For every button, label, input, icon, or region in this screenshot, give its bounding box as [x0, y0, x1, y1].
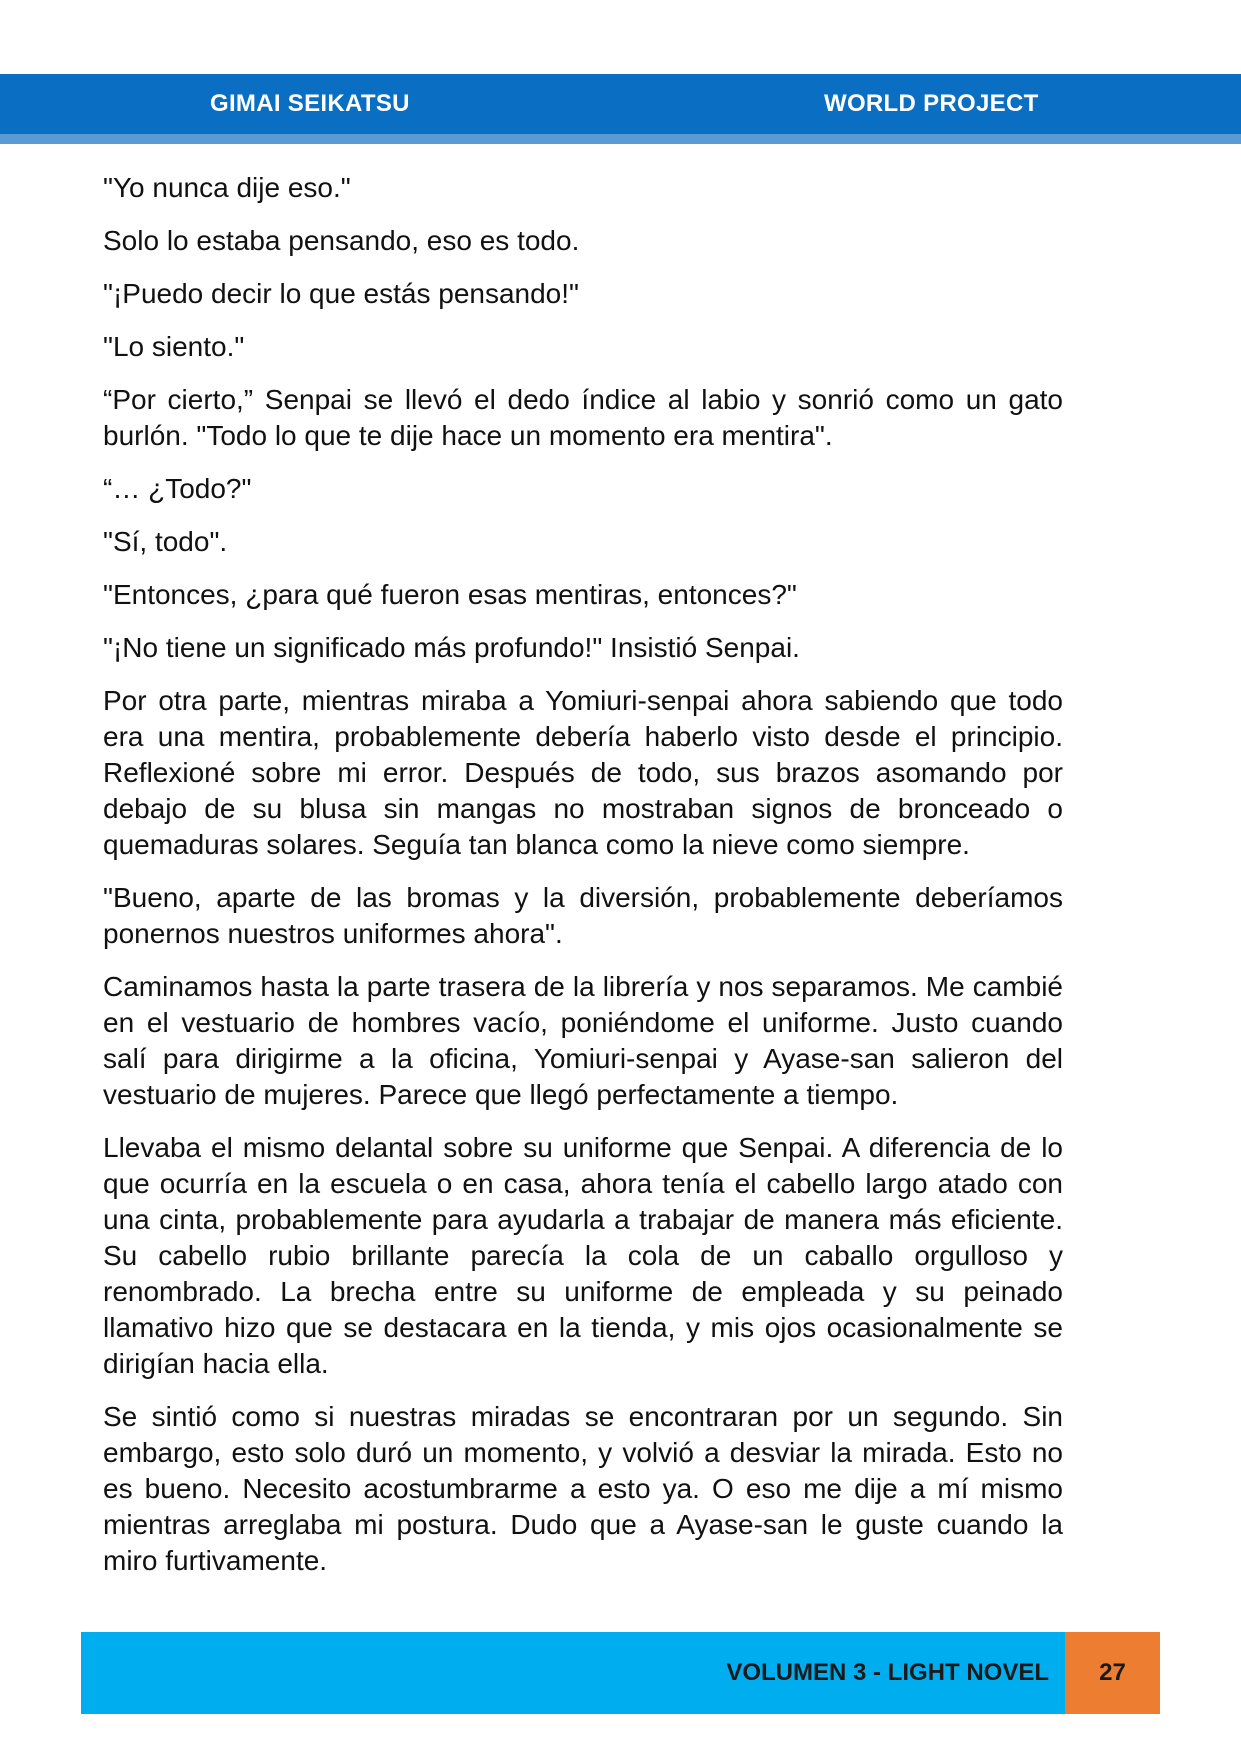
page-number: 27: [1065, 1632, 1160, 1714]
paragraph-10: Por otra parte, mientras miraba a Yomiuri-senpai ahora sabiendo que todo era una mentira, probablemente debería haberlo visto desde el principio. Reflexioné sobre mi error. Después de todo, sus brazos asomando por debajo de su blusa sin mangas no mostraban signos de bronceado o quemaduras solares. Seguía tan blanca como la nieve como siempre.: [103, 685, 1063, 860]
page-body: [103, 170, 1063, 1596]
paragraph-7: "Sí, todo".: [103, 526, 228, 557]
paragraph-5: “Por cierto,” Senpai se llevó el dedo índice al labio y sonrió como un gato burlón. "Todo lo que te dije hace un momento era mentira".: [103, 384, 1063, 451]
paragraph-6: “… ¿Todo?": [103, 473, 252, 504]
paragraph-11: "Bueno, aparte de las bromas y la diversión, probablemente deberíamos ponernos nuestros uniformes ahora".: [103, 882, 1063, 949]
header-group-title: WORLD PROJECT: [824, 90, 1039, 117]
paragraph-3: "¡Puedo decir lo que estás pensando!": [103, 278, 579, 309]
paragraph-4: "Lo siento.": [103, 331, 245, 362]
footer-volume-label: VOLUMEN 3 - LIGHT NOVEL: [726, 1659, 1049, 1686]
header-stripe: [0, 134, 1241, 144]
paragraph-12: Caminamos hasta la parte trasera de la librería y nos separamos. Me cambié en el vestuario de hombres vacío, poniéndome el uniforme. Justo cuando salí para dirigirme a la oficina, Yomiuri-senpai y Ayase-san salieron del vestuario de mujeres. Parece que llegó perfectamente a tiempo.: [103, 971, 1063, 1110]
paragraph-14: Se sintió como si nuestras miradas se encontraran por un segundo. Sin embargo, esto solo duró un momento, y volvió a desviar la mirada. Esto no es bueno. Necesito acostumbrarme a esto ya. O eso me dije a mí mismo mientras arreglaba mi postura. Dudo que a Ayase-san le guste cuando la miro furtivamente.: [103, 1401, 1063, 1576]
paragraph-9: "¡No tiene un significado más profundo!" Insistió Senpai.: [103, 632, 800, 663]
header-series-title: GIMAI SEIKATSU: [210, 90, 410, 117]
paragraph-8: "Entonces, ¿para qué fueron esas mentiras, entonces?": [103, 579, 797, 610]
paragraph-1: "Yo nunca dije eso.": [103, 172, 351, 203]
paragraph-13: Llevaba el mismo delantal sobre su uniforme que Senpai. A diferencia de lo que ocurría en la escuela o en casa, ahora tenía el cabello largo atado con una cinta, probablemente para ayudarla a trabajar de manera más eficiente. Su cabello rubio brillante parecía la cola de un caballo orgulloso y renombrado. La brecha entre su uniforme de empleada y su peinado llamativo hizo que se destacara en la tienda, y mis ojos ocasionalmente se dirigían hacia ella.: [103, 1132, 1063, 1379]
header-bar: [0, 74, 1241, 134]
paragraph-2: Solo lo estaba pensando, eso es todo.: [103, 225, 580, 256]
